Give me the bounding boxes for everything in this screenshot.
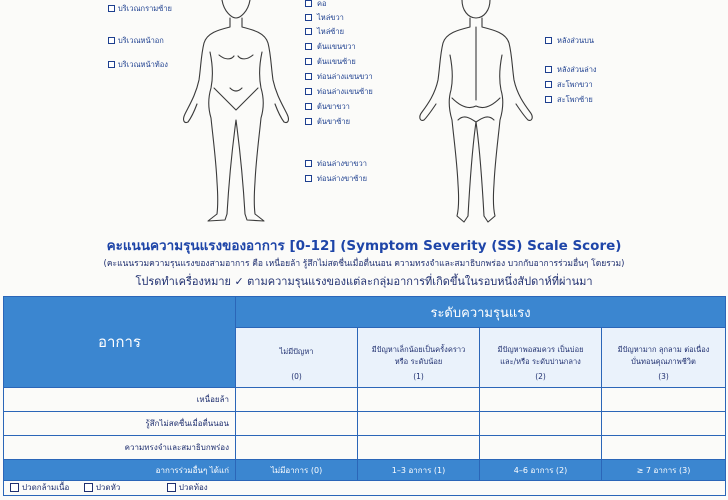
answer-cell[interactable] (236, 412, 358, 436)
label-right-lower-arm: ท่อนล่างแขนขวา (317, 72, 373, 81)
label-right-hip: สะโพกขวา (557, 80, 593, 89)
other-symptoms-checklist-row (4, 481, 726, 496)
level-1-header (358, 328, 480, 388)
label-right-upper-arm: ต้นแขนขวา (317, 42, 356, 51)
answer-cell[interactable] (480, 388, 602, 412)
label-lower-back: หลังส่วนล่าง (557, 65, 597, 74)
level-0-header (236, 328, 358, 388)
answer-cell[interactable] (602, 436, 726, 460)
level-0-line2 (236, 358, 357, 368)
answer-cell[interactable] (236, 388, 358, 412)
table-row (4, 412, 726, 436)
level-1-line1: มีปัญหาเล็กน้อยเป็นครั้งคราว (371, 345, 466, 354)
severity-table (3, 296, 726, 496)
checkbox-right-thigh[interactable] (305, 103, 312, 110)
other-option-2[interactable]: 4–6 อาการ (2) (480, 460, 602, 481)
checkbox-left-lower-leg[interactable] (305, 175, 312, 182)
section-subtitle: (คะแนนรวมความรุนแรงของสามอาการ คือ เหนื่อยล้า รู้สึกไม่สดชื่นเมื่อตื่นนอน ความทรงจำและสมาธิบกพร่อง บวกกับอาการร่วมอื่นๆ โดยรวม) (103, 259, 625, 269)
answer-cell[interactable] (358, 388, 480, 412)
symptom-unrefreshed-sleep: รู้สึกไม่สดชื่นเมื่อตื่นนอน (4, 412, 236, 436)
label-left-hip: สะโพกซ้าย (557, 95, 593, 104)
label-left-thigh: ต้นขาซ้าย (317, 117, 351, 126)
level-0-line1: ไม่มีปัญหา (279, 347, 314, 356)
symptom-cognitive: ความทรงจำและสมาธิบกพร่อง (4, 436, 236, 460)
checkbox-right-lower-arm[interactable] (305, 73, 312, 80)
level-1-line2: หรือ ระดับน้อย (394, 357, 443, 366)
label-stomach-pain: ปวดท้อง (178, 483, 208, 492)
answer-cell[interactable] (480, 412, 602, 436)
answer-cell[interactable] (236, 436, 358, 460)
checkbox-stomach-pain[interactable] (167, 483, 176, 492)
level-3-line2: บั่นทอนคุณภาพชีวิต (631, 357, 696, 366)
answer-cell[interactable] (602, 412, 726, 436)
other-option-0[interactable]: ไม่มีอาการ (0) (236, 460, 358, 481)
label-upper-back: หลังส่วนบน (557, 36, 595, 45)
level-3-header (602, 328, 726, 388)
symptom-header: อาการ (98, 333, 141, 351)
level-2-line1: มีปัญหาพอสมควร เป็นบ่อย (497, 345, 584, 354)
table-row (4, 436, 726, 460)
level-0-score: (0) (291, 372, 302, 381)
other-option-3[interactable]: ≥ 7 อาการ (3) (602, 460, 726, 481)
symptom-header-cell (4, 297, 236, 388)
checkbox-left-shoulder[interactable] (305, 28, 312, 35)
checkbox-left-hip[interactable] (545, 96, 552, 103)
level-3-line1: มีปัญหามาก ลุกลาม ต่อเนื่อง (617, 345, 710, 354)
answer-cell[interactable] (358, 412, 480, 436)
label-headache: ปวดหัว (95, 483, 121, 492)
level-3-score: (3) (658, 372, 669, 381)
checkbox-left-thigh[interactable] (305, 118, 312, 125)
level-2-score: (2) (535, 372, 546, 381)
label-muscle-pain: ปวดกล้ามเนื้อ (22, 483, 70, 492)
label-neck: คอ (317, 0, 327, 8)
severity-header-cell (236, 297, 726, 328)
label-left-lower-arm: ท่อนล่างแขนซ้าย (317, 87, 373, 96)
other-option-1[interactable]: 1–3 อาการ (1) (358, 460, 480, 481)
checkbox-left-lower-arm[interactable] (305, 88, 312, 95)
level-2-line2: และ/หรือ ระดับปานกลาง (500, 357, 581, 366)
label-chest: บริเวณหน้าอก (118, 36, 164, 45)
answer-cell[interactable] (358, 436, 480, 460)
label-right-lower-leg: ท่อนล่างขาขวา (317, 159, 367, 168)
label-left-lower-leg: ท่อนล่างขาซ้าย (317, 174, 368, 183)
table-row (4, 388, 726, 412)
section-instruction: โปรดทำเครื่องหมาย ✓ ตามความรุนแรงของแต่ละกลุ่มอาการที่เกิดขึ้นในรอบหนึ่งสัปดาห์ที่ผ่านมา (135, 275, 593, 288)
checkbox-headache[interactable] (84, 483, 93, 492)
answer-cell[interactable] (480, 436, 602, 460)
checkbox-right-lower-leg[interactable] (305, 160, 312, 167)
label-left-upper-arm: ต้นแขนซ้าย (317, 57, 356, 66)
label-abdomen: บริเวณหน้าท้อง (118, 60, 168, 69)
level-1-score: (1) (413, 372, 424, 381)
checkbox-upper-back[interactable] (545, 37, 552, 44)
checkbox-lower-back[interactable] (545, 66, 552, 73)
label-left-jaw: บริเวณกรามซ้าย (118, 4, 172, 13)
symptom-fatigue: เหนื่อยล้า (4, 388, 236, 412)
checkbox-right-hip[interactable] (545, 81, 552, 88)
answer-cell[interactable] (602, 388, 726, 412)
label-right-thigh: ต้นขาขวา (317, 102, 350, 111)
section-title: คะแนนความรุนแรงของอาการ [0-12] (Symptom Severity (SS) Scale Score) (106, 238, 622, 254)
checkbox-right-upper-arm[interactable] (305, 43, 312, 50)
other-symptoms-checklist (4, 481, 726, 496)
severity-header: ระดับความรุนแรง (430, 305, 531, 321)
back-body-figure (412, 0, 540, 225)
checkbox-right-shoulder[interactable] (305, 14, 312, 21)
other-symptoms-row (4, 460, 726, 481)
checkbox-chest[interactable] (108, 37, 115, 44)
checkbox-neck[interactable] (305, 0, 312, 7)
checkbox-left-jaw[interactable] (108, 5, 115, 12)
label-right-shoulder: ไหล่ขวา (317, 13, 344, 22)
label-left-shoulder: ไหล่ซ้าย (317, 27, 345, 36)
front-body-figure (180, 0, 290, 225)
checkbox-muscle-pain[interactable] (10, 483, 19, 492)
other-symptoms-label: อาการร่วมอื่นๆ ได้แก่ (4, 460, 236, 481)
checkbox-abdomen[interactable] (108, 61, 115, 68)
level-2-header (480, 328, 602, 388)
checkbox-left-upper-arm[interactable] (305, 58, 312, 65)
